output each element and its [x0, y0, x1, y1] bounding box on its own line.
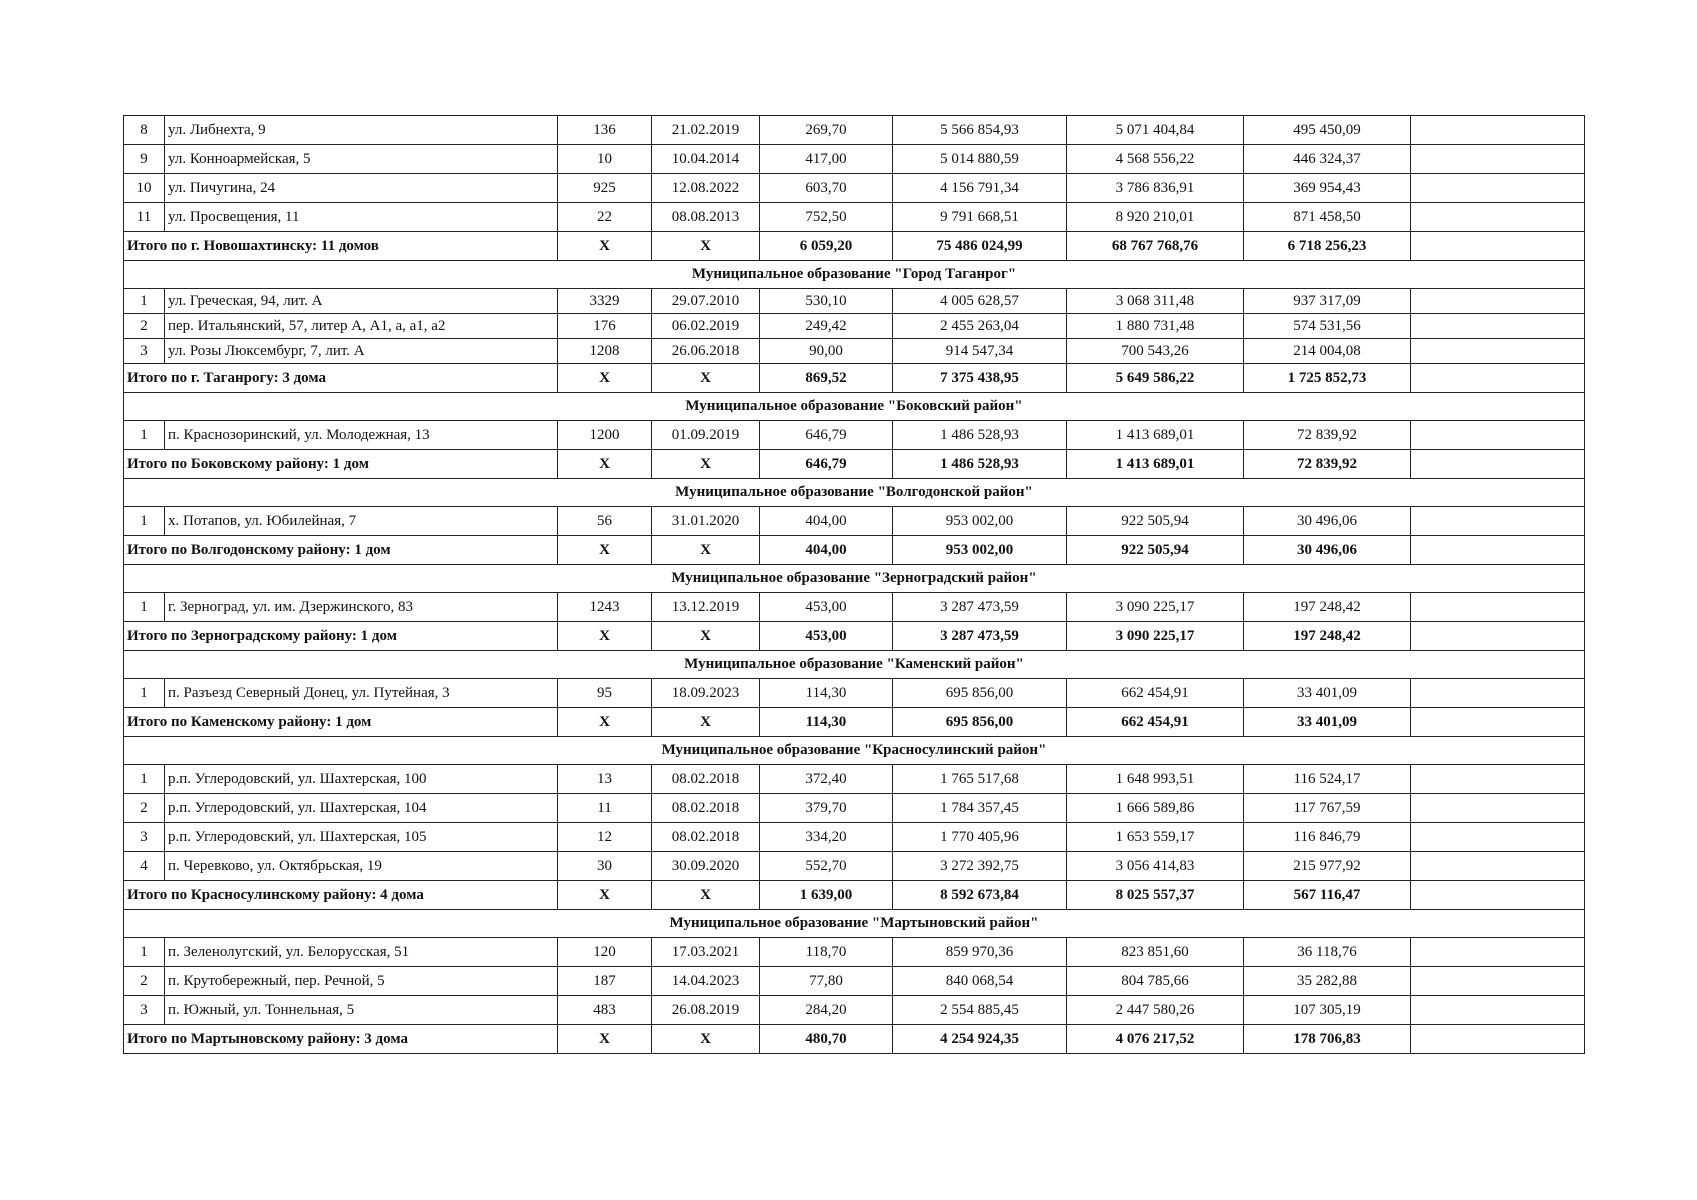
area-cell: 404,00 [760, 507, 893, 536]
table-row [124, 289, 1585, 314]
total-cost-sum-cell: 4 254 924,35 [893, 1025, 1067, 1054]
address-cell: ул. Просвещения, 11 [165, 203, 558, 232]
date-cell: 21.02.2019 [652, 116, 760, 145]
code-cell: 136 [558, 116, 652, 145]
funds-cell: 8 920 210,01 [1067, 203, 1244, 232]
code-cell: 30 [558, 852, 652, 881]
area-cell: 603,70 [760, 174, 893, 203]
row-number-cell: 8 [124, 116, 165, 145]
code-cell: 176 [558, 314, 652, 339]
address-cell: п. Крутобережный, пер. Речной, 5 [165, 967, 558, 996]
balance-cell: 215 977,92 [1244, 852, 1411, 881]
total-row [124, 881, 1585, 910]
total-code-cell: X [558, 536, 652, 565]
section-header-row [124, 651, 1585, 679]
funds-cell: 1 653 559,17 [1067, 823, 1244, 852]
total-cost-cell: 840 068,54 [893, 967, 1067, 996]
total-area-cell: 646,79 [760, 450, 893, 479]
total-empty-cell [1411, 536, 1585, 565]
section-header-row [124, 479, 1585, 507]
table-row [124, 938, 1585, 967]
date-cell: 10.04.2014 [652, 145, 760, 174]
total-cost-cell: 3 287 473,59 [893, 593, 1067, 622]
total-funds-cell: 3 090 225,17 [1067, 622, 1244, 651]
total-area-cell: 6 059,20 [760, 232, 893, 261]
total-funds-cell: 662 454,91 [1067, 708, 1244, 737]
code-cell: 13 [558, 765, 652, 794]
funds-cell: 5 071 404,84 [1067, 116, 1244, 145]
total-balance-cell: 197 248,42 [1244, 622, 1411, 651]
section-header: Муниципальное образование "Мартыновский район" [124, 910, 1585, 938]
code-cell: 925 [558, 174, 652, 203]
row-number-cell: 1 [124, 421, 165, 450]
date-cell: 13.12.2019 [652, 593, 760, 622]
total-code-cell: X [558, 364, 652, 393]
total-date-cell: X [652, 881, 760, 910]
total-label: Итого по Боковскому району: 1 дом [124, 450, 558, 479]
date-cell: 08.02.2018 [652, 765, 760, 794]
balance-cell: 574 531,56 [1244, 314, 1411, 339]
area-cell: 90,00 [760, 339, 893, 364]
empty-cell [1411, 174, 1585, 203]
section-header-row [124, 737, 1585, 765]
total-code-cell: X [558, 450, 652, 479]
row-number-cell: 11 [124, 203, 165, 232]
balance-cell: 35 282,88 [1244, 967, 1411, 996]
date-cell: 26.06.2018 [652, 339, 760, 364]
funds-cell: 1 413 689,01 [1067, 421, 1244, 450]
total-funds-cell: 922 505,94 [1067, 536, 1244, 565]
code-cell: 10 [558, 145, 652, 174]
total-cost-cell: 3 272 392,75 [893, 852, 1067, 881]
table-row [124, 679, 1585, 708]
housing-table [123, 115, 1585, 1054]
table-row [124, 339, 1585, 364]
code-cell: 22 [558, 203, 652, 232]
funds-cell: 1 880 731,48 [1067, 314, 1244, 339]
funds-cell: 3 056 414,83 [1067, 852, 1244, 881]
total-row [124, 1025, 1585, 1054]
address-cell: п. Разъезд Северный Донец, ул. Путейная, 3 [165, 679, 558, 708]
total-balance-cell: 30 496,06 [1244, 536, 1411, 565]
funds-cell: 3 068 311,48 [1067, 289, 1244, 314]
address-cell: п. Краснозоринский, ул. Молодежная, 13 [165, 421, 558, 450]
row-number-cell: 1 [124, 679, 165, 708]
total-label: Итого по г. Таганрогу: 3 дома [124, 364, 558, 393]
total-balance-cell: 567 116,47 [1244, 881, 1411, 910]
area-cell: 417,00 [760, 145, 893, 174]
total-row [124, 364, 1585, 393]
empty-cell [1411, 339, 1585, 364]
area-cell: 334,20 [760, 823, 893, 852]
total-cost-sum-cell: 1 486 528,93 [893, 450, 1067, 479]
row-number-cell: 2 [124, 314, 165, 339]
table-row [124, 174, 1585, 203]
row-number-cell: 3 [124, 339, 165, 364]
section-header: Муниципальное образование "Волгодонской район" [124, 479, 1585, 507]
total-date-cell: X [652, 622, 760, 651]
row-number-cell: 9 [124, 145, 165, 174]
table-row [124, 507, 1585, 536]
total-cost-sum-cell: 953 002,00 [893, 536, 1067, 565]
total-code-cell: X [558, 708, 652, 737]
row-number-cell: 2 [124, 794, 165, 823]
total-cost-cell: 695 856,00 [893, 679, 1067, 708]
empty-cell [1411, 679, 1585, 708]
balance-cell: 107 305,19 [1244, 996, 1411, 1025]
date-cell: 26.08.2019 [652, 996, 760, 1025]
total-cost-sum-cell: 7 375 438,95 [893, 364, 1067, 393]
total-label: Итого по Красносулинскому району: 4 дома [124, 881, 558, 910]
address-cell: р.п. Углеродовский, ул. Шахтерская, 100 [165, 765, 558, 794]
funds-cell: 4 568 556,22 [1067, 145, 1244, 174]
balance-cell: 116 524,17 [1244, 765, 1411, 794]
empty-cell [1411, 794, 1585, 823]
code-cell: 3329 [558, 289, 652, 314]
total-funds-cell: 68 767 768,76 [1067, 232, 1244, 261]
total-funds-cell: 1 413 689,01 [1067, 450, 1244, 479]
section-header-row [124, 261, 1585, 289]
balance-cell: 30 496,06 [1244, 507, 1411, 536]
total-balance-cell: 33 401,09 [1244, 708, 1411, 737]
date-cell: 08.08.2013 [652, 203, 760, 232]
address-cell: ул. Либнехта, 9 [165, 116, 558, 145]
table-row [124, 794, 1585, 823]
address-cell: ул. Греческая, 94, лит. А [165, 289, 558, 314]
total-row [124, 536, 1585, 565]
total-label: Итого по Каменскому району: 1 дом [124, 708, 558, 737]
area-cell: 530,10 [760, 289, 893, 314]
table-row [124, 765, 1585, 794]
empty-cell [1411, 765, 1585, 794]
empty-cell [1411, 967, 1585, 996]
total-area-cell: 480,70 [760, 1025, 893, 1054]
balance-cell: 369 954,43 [1244, 174, 1411, 203]
empty-cell [1411, 314, 1585, 339]
total-code-cell: X [558, 1025, 652, 1054]
funds-cell: 662 454,91 [1067, 679, 1244, 708]
balance-cell: 117 767,59 [1244, 794, 1411, 823]
date-cell: 29.07.2010 [652, 289, 760, 314]
empty-cell [1411, 203, 1585, 232]
total-area-cell: 114,30 [760, 708, 893, 737]
total-cost-sum-cell: 695 856,00 [893, 708, 1067, 737]
date-cell: 31.01.2020 [652, 507, 760, 536]
total-cost-cell: 1 486 528,93 [893, 421, 1067, 450]
row-number-cell: 1 [124, 289, 165, 314]
section-header-row [124, 910, 1585, 938]
total-cost-cell: 5 566 854,93 [893, 116, 1067, 145]
total-cost-cell: 1 784 357,45 [893, 794, 1067, 823]
area-cell: 249,42 [760, 314, 893, 339]
total-empty-cell [1411, 881, 1585, 910]
code-cell: 1208 [558, 339, 652, 364]
total-row [124, 232, 1585, 261]
address-cell: пер. Итальянский, 57, литер А, А1, а, а1, а2 [165, 314, 558, 339]
date-cell: 06.02.2019 [652, 314, 760, 339]
table-row [124, 145, 1585, 174]
total-date-cell: X [652, 232, 760, 261]
funds-cell: 922 505,94 [1067, 507, 1244, 536]
total-empty-cell [1411, 450, 1585, 479]
balance-cell: 495 450,09 [1244, 116, 1411, 145]
address-cell: р.п. Углеродовский, ул. Шахтерская, 104 [165, 794, 558, 823]
funds-cell: 2 447 580,26 [1067, 996, 1244, 1025]
code-cell: 1200 [558, 421, 652, 450]
section-header-row [124, 565, 1585, 593]
total-cost-cell: 2 554 885,45 [893, 996, 1067, 1025]
total-area-cell: 453,00 [760, 622, 893, 651]
total-cost-sum-cell: 75 486 024,99 [893, 232, 1067, 261]
total-area-cell: 1 639,00 [760, 881, 893, 910]
total-date-cell: X [652, 450, 760, 479]
balance-cell: 937 317,09 [1244, 289, 1411, 314]
total-cost-cell: 5 014 880,59 [893, 145, 1067, 174]
empty-cell [1411, 996, 1585, 1025]
address-cell: п. Южный, ул. Тоннельная, 5 [165, 996, 558, 1025]
address-cell: п. Зеленолугский, ул. Белорусская, 51 [165, 938, 558, 967]
balance-cell: 197 248,42 [1244, 593, 1411, 622]
area-cell: 77,80 [760, 967, 893, 996]
total-cost-cell: 9 791 668,51 [893, 203, 1067, 232]
address-cell: ул. Розы Люксембург, 7, лит. А [165, 339, 558, 364]
empty-cell [1411, 421, 1585, 450]
total-code-cell: X [558, 232, 652, 261]
area-cell: 646,79 [760, 421, 893, 450]
total-empty-cell [1411, 708, 1585, 737]
total-cost-sum-cell: 3 287 473,59 [893, 622, 1067, 651]
total-cost-sum-cell: 8 592 673,84 [893, 881, 1067, 910]
total-label: Итого по Волгодонскому району: 1 дом [124, 536, 558, 565]
date-cell: 01.09.2019 [652, 421, 760, 450]
table-row [124, 996, 1585, 1025]
total-label: Итого по Мартыновскому району: 3 дома [124, 1025, 558, 1054]
funds-cell: 3 090 225,17 [1067, 593, 1244, 622]
area-cell: 284,20 [760, 996, 893, 1025]
table-row [124, 203, 1585, 232]
empty-cell [1411, 938, 1585, 967]
total-empty-cell [1411, 232, 1585, 261]
area-cell: 552,70 [760, 852, 893, 881]
table-row [124, 593, 1585, 622]
row-number-cell: 1 [124, 938, 165, 967]
total-cost-cell: 2 455 263,04 [893, 314, 1067, 339]
total-empty-cell [1411, 622, 1585, 651]
row-number-cell: 3 [124, 996, 165, 1025]
address-cell: х. Потапов, ул. Юбилейная, 7 [165, 507, 558, 536]
total-area-cell: 869,52 [760, 364, 893, 393]
address-cell: р.п. Углеродовский, ул. Шахтерская, 105 [165, 823, 558, 852]
date-cell: 14.04.2023 [652, 967, 760, 996]
total-cost-cell: 953 002,00 [893, 507, 1067, 536]
row-number-cell: 1 [124, 507, 165, 536]
balance-cell: 33 401,09 [1244, 679, 1411, 708]
area-cell: 114,30 [760, 679, 893, 708]
balance-cell: 871 458,50 [1244, 203, 1411, 232]
date-cell: 08.02.2018 [652, 823, 760, 852]
empty-cell [1411, 116, 1585, 145]
total-balance-cell: 6 718 256,23 [1244, 232, 1411, 261]
code-cell: 95 [558, 679, 652, 708]
total-row [124, 622, 1585, 651]
total-date-cell: X [652, 364, 760, 393]
funds-cell: 700 543,26 [1067, 339, 1244, 364]
code-cell: 1243 [558, 593, 652, 622]
empty-cell [1411, 289, 1585, 314]
total-cost-cell: 4 005 628,57 [893, 289, 1067, 314]
total-label: Итого по Зерноградскому району: 1 дом [124, 622, 558, 651]
balance-cell: 446 324,37 [1244, 145, 1411, 174]
row-number-cell: 4 [124, 852, 165, 881]
total-empty-cell [1411, 364, 1585, 393]
total-cost-cell: 859 970,36 [893, 938, 1067, 967]
total-cost-cell: 4 156 791,34 [893, 174, 1067, 203]
row-number-cell: 3 [124, 823, 165, 852]
code-cell: 12 [558, 823, 652, 852]
row-number-cell: 1 [124, 593, 165, 622]
row-number-cell: 10 [124, 174, 165, 203]
date-cell: 17.03.2021 [652, 938, 760, 967]
address-cell: г. Зерноград, ул. им. Дзержинского, 83 [165, 593, 558, 622]
section-header-row [124, 393, 1585, 421]
date-cell: 30.09.2020 [652, 852, 760, 881]
total-date-cell: X [652, 536, 760, 565]
section-header: Муниципальное образование "Каменский район" [124, 651, 1585, 679]
balance-cell: 116 846,79 [1244, 823, 1411, 852]
table-row [124, 852, 1585, 881]
date-cell: 18.09.2023 [652, 679, 760, 708]
total-funds-cell: 8 025 557,37 [1067, 881, 1244, 910]
table-body [124, 116, 1585, 1054]
area-cell: 752,50 [760, 203, 893, 232]
area-cell: 269,70 [760, 116, 893, 145]
code-cell: 11 [558, 794, 652, 823]
total-code-cell: X [558, 881, 652, 910]
total-label: Итого по г. Новошахтинску: 11 домов [124, 232, 558, 261]
total-empty-cell [1411, 1025, 1585, 1054]
total-balance-cell: 72 839,92 [1244, 450, 1411, 479]
total-area-cell: 404,00 [760, 536, 893, 565]
total-balance-cell: 178 706,83 [1244, 1025, 1411, 1054]
total-cost-cell: 1 770 405,96 [893, 823, 1067, 852]
empty-cell [1411, 145, 1585, 174]
empty-cell [1411, 823, 1585, 852]
section-header: Муниципальное образование "Зерноградский район" [124, 565, 1585, 593]
code-cell: 187 [558, 967, 652, 996]
total-date-cell: X [652, 708, 760, 737]
funds-cell: 804 785,66 [1067, 967, 1244, 996]
funds-cell: 1 648 993,51 [1067, 765, 1244, 794]
funds-cell: 1 666 589,86 [1067, 794, 1244, 823]
date-cell: 12.08.2022 [652, 174, 760, 203]
total-date-cell: X [652, 1025, 760, 1054]
total-cost-cell: 1 765 517,68 [893, 765, 1067, 794]
empty-cell [1411, 852, 1585, 881]
area-cell: 372,40 [760, 765, 893, 794]
code-cell: 120 [558, 938, 652, 967]
total-row [124, 708, 1585, 737]
date-cell: 08.02.2018 [652, 794, 760, 823]
section-header: Муниципальное образование "Красносулинский район" [124, 737, 1585, 765]
address-cell: п. Черевково, ул. Октябрьская, 19 [165, 852, 558, 881]
funds-cell: 823 851,60 [1067, 938, 1244, 967]
code-cell: 56 [558, 507, 652, 536]
address-cell: ул. Пичугина, 24 [165, 174, 558, 203]
section-header: Муниципальное образование "Город Таганрог" [124, 261, 1585, 289]
table-row [124, 967, 1585, 996]
section-header: Муниципальное образование "Боковский район" [124, 393, 1585, 421]
area-cell: 379,70 [760, 794, 893, 823]
balance-cell: 214 004,08 [1244, 339, 1411, 364]
address-cell: ул. Конноармейская, 5 [165, 145, 558, 174]
balance-cell: 36 118,76 [1244, 938, 1411, 967]
area-cell: 453,00 [760, 593, 893, 622]
table-row [124, 116, 1585, 145]
table-row [124, 314, 1585, 339]
table-row [124, 421, 1585, 450]
funds-cell: 3 786 836,91 [1067, 174, 1244, 203]
total-code-cell: X [558, 622, 652, 651]
empty-cell [1411, 593, 1585, 622]
total-funds-cell: 4 076 217,52 [1067, 1025, 1244, 1054]
total-balance-cell: 1 725 852,73 [1244, 364, 1411, 393]
table-row [124, 823, 1585, 852]
total-funds-cell: 5 649 586,22 [1067, 364, 1244, 393]
total-row [124, 450, 1585, 479]
total-cost-cell: 914 547,34 [893, 339, 1067, 364]
row-number-cell: 2 [124, 967, 165, 996]
row-number-cell: 1 [124, 765, 165, 794]
balance-cell: 72 839,92 [1244, 421, 1411, 450]
code-cell: 483 [558, 996, 652, 1025]
empty-cell [1411, 507, 1585, 536]
area-cell: 118,70 [760, 938, 893, 967]
